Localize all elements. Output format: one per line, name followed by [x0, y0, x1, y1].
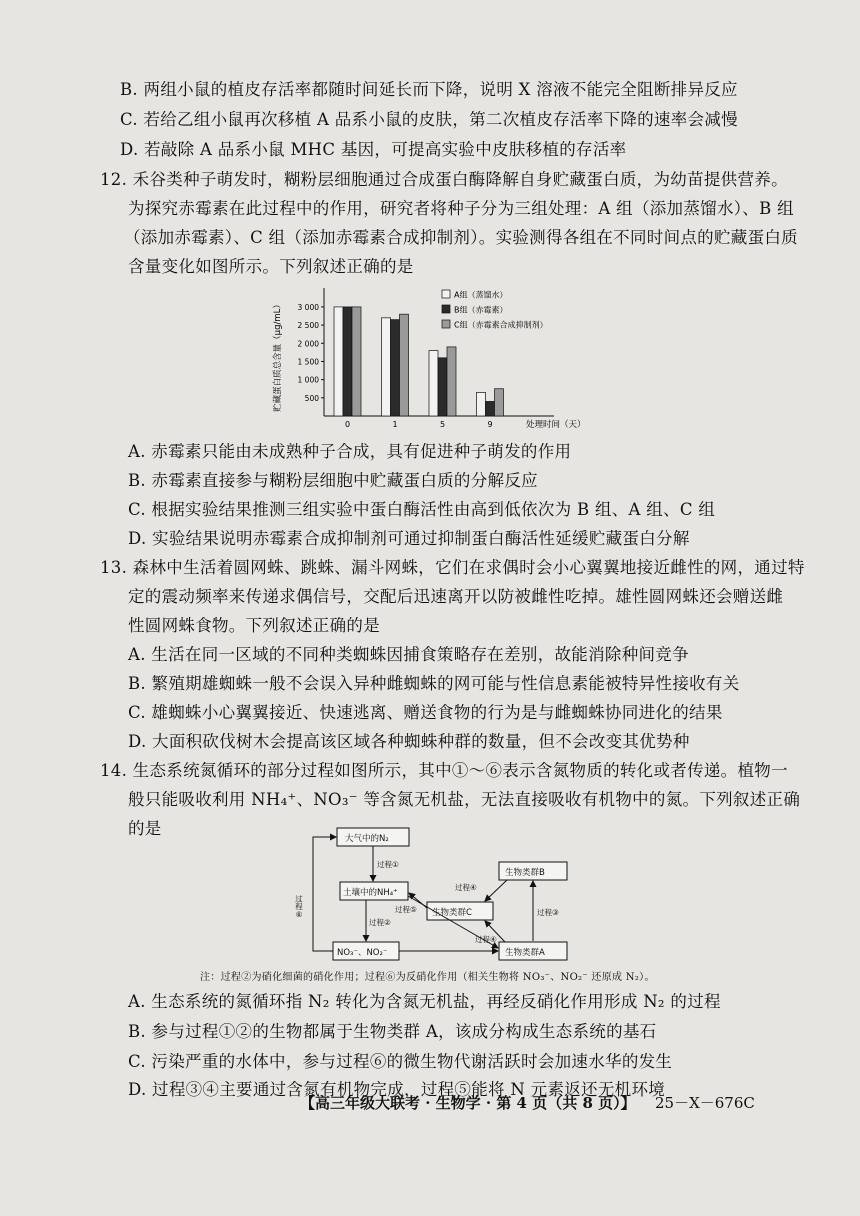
y-tick-label: 500	[304, 393, 319, 403]
bar	[447, 347, 456, 416]
process-2-label: 过程②	[369, 918, 391, 927]
q12-option-a: A. 赤霉素只能由未成熟种子合成，具有促进种子萌发的作用	[128, 442, 572, 461]
page-footer-code: 25－X－676C	[655, 1094, 755, 1112]
bar	[352, 307, 361, 416]
q12-option-d: D. 实验结果说明赤霉素合成抑制剂可通过抑制蛋白酶活性延缓贮藏蛋白分解	[128, 529, 690, 548]
q12-stem-line2: 为探究赤霉素在此过程中的作用，研究者将种子分为三组处理：A 组（添加蒸馏水）、B 组	[128, 199, 794, 218]
process-3-label: 过程③	[537, 908, 559, 917]
q14-nitrogen-cycle-diagram	[295, 820, 585, 970]
n2-label: 大气中的N₂	[345, 834, 389, 844]
q13-stem-line1: 13. 森林中生活着圆网蛛、跳蛛、漏斗网蛛，它们在求偶时会小心翼翼地接近雌性的网，通过特	[100, 558, 805, 577]
x-tick-label: 1	[392, 420, 398, 429]
legend-swatch	[442, 320, 450, 328]
q14-stem-line2: 般只能吸收利用 NH₄⁺、NO₃⁻ 等含氮无机盐，无法直接吸收有机物中的氮。下列叙述正确	[128, 790, 801, 809]
q14-option-b: B. 参与过程①②的生物都属于生物类群 A，该成分构成生态系统的基石	[128, 1022, 657, 1041]
pop-c-label: 生物类群C	[432, 908, 472, 918]
legend-label: B组（赤霉素）	[454, 305, 508, 315]
bar	[429, 351, 438, 416]
q14-option-c: C. 污染严重的水体中，参与过程⑥的微生物代谢活跃时会加速水华的发生	[128, 1052, 673, 1071]
process-1-label: 过程①	[377, 860, 399, 869]
q12-option-b: B. 赤霉素直接参与糊粉层细胞中贮藏蛋白质的分解反应	[128, 471, 538, 490]
legend-swatch	[442, 305, 450, 313]
y-tick-label: 2 000	[297, 339, 319, 349]
bar	[495, 389, 504, 416]
x-axis-label: 处理时间（天）	[526, 420, 586, 430]
q14-option-a: A. 生态系统的氮循环指 N₂ 转化为含氮无机盐，再经反硝化作用形成 N₂ 的过程	[128, 992, 721, 1011]
x-tick-label: 9	[487, 420, 493, 429]
y-axis-label: 贮藏蛋白质总含量（μg/mL）	[273, 300, 283, 412]
bar	[334, 307, 343, 416]
process-6-label: 过程⑥	[295, 895, 304, 919]
q13-option-a: A. 生活在同一区域的不同种类蜘蛛因捕食策略存在差别，故能消除种间竞争	[128, 645, 689, 664]
q12-bar-chart	[268, 284, 628, 434]
legend-label: C组（赤霉素合成抑制剂）	[454, 320, 548, 330]
no-label: NO₃⁻、NO₂⁻	[337, 948, 388, 958]
bar	[391, 320, 400, 416]
q11-option-b: B. 两组小鼠的植皮存活率都随时间延长而下降，说明 X 溶液不能完全阻断排异反应	[120, 80, 738, 99]
bar	[438, 358, 447, 416]
page-footer-title: 【高三年级大联考 · 生物学 · 第 4 页（共 8 页）】	[300, 1094, 636, 1112]
y-tick-label: 1 000	[297, 375, 319, 385]
q11-option-c: C. 若给乙组小鼠再次移植 A 品系小鼠的皮肤，第二次植皮存活率下降的速率会减慢	[120, 110, 738, 129]
nh4-label: 土壤中的NH₄⁺	[343, 888, 398, 898]
y-tick-label: 3 000	[297, 302, 319, 312]
pop-a-label: 生物类群A	[505, 948, 545, 958]
bar	[477, 392, 486, 416]
q14-stem-line1: 14. 生态系统氮循环的部分过程如图所示，其中①～⑥表示含氮物质的转化或者传递。植物一	[100, 761, 788, 780]
q14-diagram-note: 注：过程②为硝化细菌的硝化作用；过程⑥为反硝化作用（相关生物将 NO₃⁻、NO₂⁻ 还原成 N₂）。	[200, 972, 655, 983]
q12-stem-line3: （添加赤霉素）、C 组（添加赤霉素合成抑制剂）。实验测得各组在不同时间点的贮藏蛋白质	[124, 228, 798, 247]
q12-stem-line1: 12. 禾谷类种子萌发时，糊粉层细胞通过合成蛋白酶降解自身贮藏蛋白质，为幼苗提供营养。	[100, 170, 788, 189]
legend-swatch	[442, 290, 450, 298]
y-tick-label: 2 500	[297, 321, 319, 331]
x-tick-label: 5	[439, 420, 446, 429]
bar	[486, 401, 495, 416]
pop-b-label: 生物类群B	[505, 868, 545, 878]
bar	[400, 314, 409, 416]
q14-stem-line3: 的是	[128, 819, 162, 838]
legend-label: A组（蒸馏水）	[454, 290, 508, 300]
q11-option-d: D. 若敲除 A 品系小鼠 MHC 基因，可提高实验中皮肤移植的存活率	[120, 140, 627, 159]
bar	[382, 318, 391, 416]
q14-option-d: D. 过程③④主要通过含氮有机物完成，过程⑤能将 N 元素返还无机环境	[128, 1080, 666, 1099]
q13-option-d: D. 大面积砍伐树木会提高该区域各种蜘蛛种群的数量，但不会改变其优势种	[128, 732, 690, 751]
process-5-label: 过程⑤	[395, 905, 417, 914]
y-tick-label: 1 500	[297, 357, 319, 367]
q13-option-b: B. 繁殖期雄蜘蛛一般不会误入异种雌蜘蛛的网可能与性信息素能被特异性接收有关	[128, 674, 740, 693]
q13-option-c: C. 雄蜘蛛小心翼翼接近、快速逃离、赠送食物的行为是与雌蜘蛛协同进化的结果	[128, 703, 723, 722]
bar	[343, 307, 352, 416]
x-tick-label: 0	[344, 420, 351, 429]
q12-option-c: C. 根据实验结果推测三组实验中蛋白酶活性由高到低依次为 B 组、A 组、C 组	[128, 500, 716, 519]
process-4-label-top: 过程④	[455, 883, 477, 892]
q12-stem-line4: 含量变化如图所示。下列叙述正确的是	[128, 257, 414, 276]
q13-stem-line2: 定的震动频率来传递求偶信号，交配后迅速离开以防被雌性吃掉。雄性圆网蛛还会赠送雌	[128, 587, 784, 606]
process-4-label-bottom: 过程④	[475, 935, 497, 944]
q13-stem-line3: 性圆网蛛食物。下列叙述正确的是	[128, 616, 380, 635]
